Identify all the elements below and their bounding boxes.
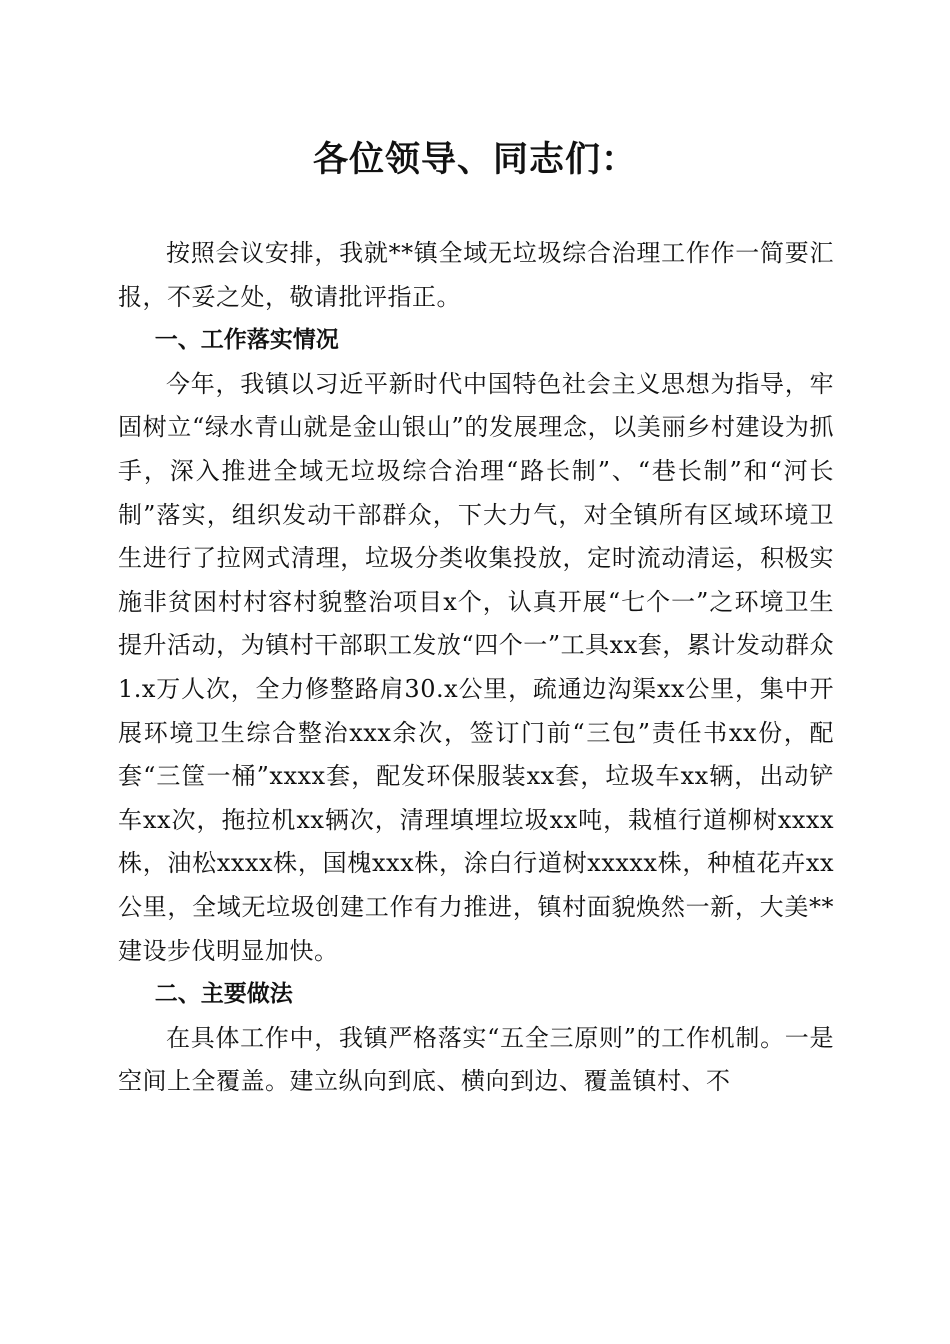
document-body — [118, 232, 834, 1104]
section-paragraph-main-practices: 在具体工作中，我镇严格落实“五全三原则”的工作机制。一是空间上全覆盖。建立纵向到底、横向到边、覆盖镇村、不 — [118, 1023, 834, 1096]
section-paragraph-work-status: 今年，我镇以习近平新时代中国特色社会主义思想为指导，牢固树立“绿水青山就是金山银山”的发展理念，以美丽乡村建设为抓手，深入推进全域无垃圾综合治理“路长制”、“巷长制”和“河长制”落实，组织发动干部群众，下大力气，对全镇所有区域环境卫生进行了拉网式清理，垃圾分类收集投放，定时流动清运，积极实施非贫困村村容村貌整治项目x个，认真开展“七个一”之环境卫生提升活动，为镇村干部职工发放“四个一”工具xx套，累计发动群众1.x万人次，全力修整路肩30.x公里，疏通边沟渠xx公里，集中开展环境卫生综合整治xxx余次，签订门前“三包”责任书xx份，配套“三筐一桶”xxxx套，配发环保服装xx套，垃圾车xx辆，出动铲车xx次，拖拉机xx辆次，清理填埋垃圾xx吨，栽植行道柳树xxxx株，油松xxxx株，国槐xxx株，涂白行道树xxxxx株，种植花卉xx公里，全域无垃圾创建工作有力推进，镇村面貌焕然一新，大美**建设步伐明显加快。 — [118, 369, 834, 965]
document-title: 各位领导、同志们： — [312, 140, 637, 180]
section-heading-work-status: 一、工作落实情况 — [154, 327, 339, 354]
section-heading-main-practices: 二、主要做法 — [154, 981, 293, 1008]
intro-paragraph: 按照会议安排，我就**镇全域无垃圾综合治理工作作一简要汇报，不妥之处，敬请批评指正。 — [118, 239, 834, 311]
